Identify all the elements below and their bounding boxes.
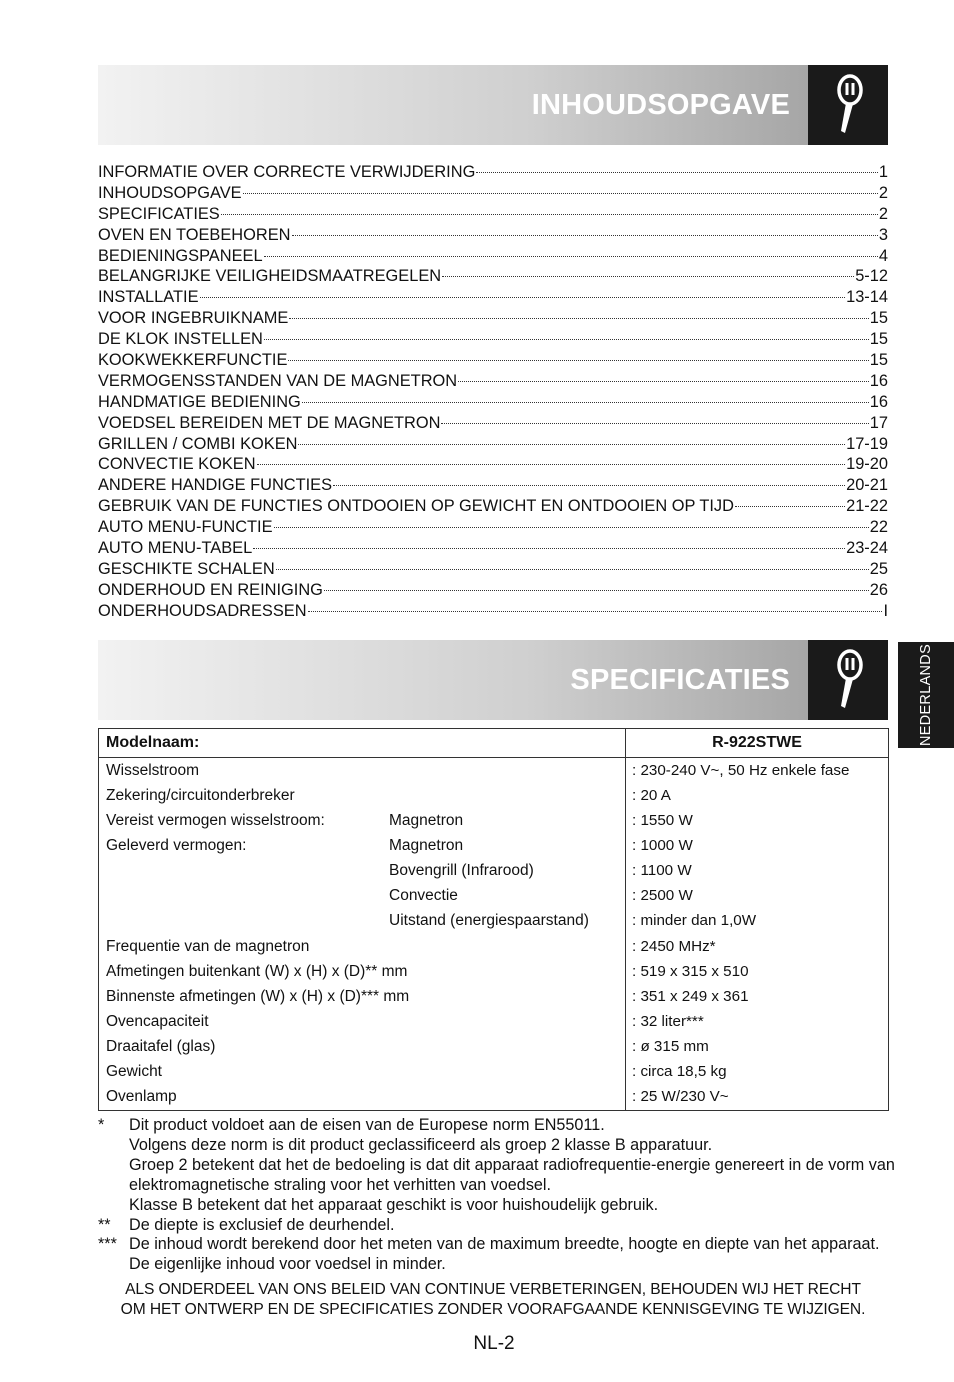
- toc-leader-dots: [200, 296, 846, 298]
- spec-sublabel: Bovengrill (Infrarood): [389, 862, 534, 880]
- spec-label: Draaitafel (glas): [106, 1038, 216, 1056]
- spec-value: : 1100 W: [632, 862, 692, 880]
- toc-entry[interactable]: [98, 580, 888, 601]
- toc-leader-dots: [302, 401, 869, 403]
- spec-value: : circa 18,5 kg: [632, 1063, 727, 1081]
- toc-entry-title: HANDMATIGE BEDIENING: [98, 392, 301, 411]
- toc-leader-dots: [221, 213, 878, 215]
- footnote: [98, 1235, 898, 1275]
- spec-value-row: [626, 1059, 888, 1084]
- spec-value: : 20 A: [632, 787, 671, 805]
- footnote-line: De diepte is exclusief de deurhendel.: [129, 1215, 395, 1234]
- info-pencil-icon: [808, 640, 888, 720]
- spec-row: [99, 1009, 625, 1034]
- footnote-line: Klasse B betekent dat het apparaat geschikt is voor huishoudelijk gebruik.: [129, 1195, 659, 1214]
- toc-leader-dots: [243, 192, 878, 194]
- toc-entry[interactable]: [98, 517, 888, 538]
- toc-entry-title: BELANGRIJKE VEILIGHEIDSMAATREGELEN: [98, 267, 442, 286]
- toc-leader-dots: [476, 171, 878, 173]
- spec-value: : 519 x 315 x 510: [632, 963, 749, 981]
- spec-values-column: [626, 758, 888, 1110]
- toc-entry-page: I: [883, 601, 888, 620]
- spec-value-row: [626, 1084, 888, 1109]
- footnote: [98, 1216, 898, 1236]
- spec-value-row: [626, 808, 888, 833]
- toc-entry[interactable]: [98, 246, 888, 267]
- footnote-line: Volgens deze norm is dit product geclassificeerd als groep 2 klasse B apparatuur.: [129, 1135, 713, 1154]
- toc-entry-page: 19-20: [846, 455, 888, 474]
- toc-entry-page: 17: [869, 413, 888, 432]
- toc-entry-title: AUTO MENU-FUNCTIE: [98, 518, 273, 537]
- spec-labels-column: [99, 758, 626, 1110]
- spec-sublabel: Uitstand (energiespaarstand): [389, 912, 589, 930]
- toc-entry-title: ONDERHOUDSADRESSEN: [98, 601, 307, 620]
- disclaimer-line: ALS ONDERDEEL VAN ONS BELEID VAN CONTINUE VERBETERINGEN, BEHOUDEN WIJ HET RECHT: [125, 1281, 861, 1298]
- footnote: [98, 1116, 898, 1216]
- toc-entry-title: GESCHIKTE SCHALEN: [98, 559, 275, 578]
- toc-entry[interactable]: [98, 538, 888, 559]
- toc-entry-page: 23-24: [846, 539, 888, 558]
- spec-label: Afmetingen buitenkant (W) x (H) x (D)** mm: [106, 963, 408, 981]
- toc-entry-title: SPECIFICATIES: [98, 204, 220, 223]
- spec-value: : ø 315 mm: [632, 1038, 709, 1056]
- toc-entry[interactable]: [98, 329, 888, 350]
- toc-entry[interactable]: [98, 496, 888, 517]
- spec-table: [98, 728, 889, 1111]
- toc-list: [98, 162, 888, 622]
- toc-entry-page: 17-19: [846, 434, 888, 453]
- page-number: NL-2: [473, 1333, 515, 1354]
- toc-leader-dots: [253, 547, 845, 549]
- toc-leader-dots: [308, 610, 883, 612]
- toc-entry[interactable]: [98, 392, 888, 413]
- specs-heading: SPECIFICATIES: [570, 664, 790, 696]
- spec-value-row: [626, 783, 888, 808]
- toc-entry-page: 26: [869, 580, 888, 599]
- spec-value: : 25 W/230 V~: [632, 1088, 729, 1106]
- toc-leader-dots: [288, 359, 868, 361]
- toc-entry-title: INSTALLATIE: [98, 288, 199, 307]
- toc-leader-dots: [735, 505, 845, 507]
- toc-entry-page: 16: [869, 392, 888, 411]
- footnote-mark: *: [98, 1116, 105, 1134]
- toc-entry-page: 22: [869, 518, 888, 537]
- spec-row: [99, 783, 625, 808]
- toc-leader-dots: [298, 443, 845, 445]
- footnotes: [98, 1116, 898, 1275]
- toc-leader-dots: [276, 568, 869, 570]
- spec-row: [99, 1059, 625, 1084]
- toc-entry[interactable]: [98, 183, 888, 204]
- toc-entry-page: 4: [878, 246, 888, 265]
- spec-value-row: [626, 908, 888, 933]
- spec-value: : 2500 W: [632, 887, 693, 905]
- spec-row: [99, 758, 625, 783]
- toc-entry-title: AUTO MENU-TABEL: [98, 539, 253, 558]
- toc-entry-page: 20-21: [846, 476, 888, 495]
- toc-entry-page: 2: [878, 204, 888, 223]
- spec-table-header: [99, 729, 888, 758]
- toc-entry-title: VOOR INGEBRUIKNAME: [98, 309, 289, 328]
- toc-leader-dots: [333, 484, 845, 486]
- toc-entry-title: CONVECTIE KOKEN: [98, 455, 256, 474]
- toc-heading: INHOUDSOPGAVE: [531, 89, 790, 121]
- spec-label: Wisselstroom: [106, 762, 200, 779]
- toc-entry-title: ONDERHOUD EN REINIGING: [98, 580, 323, 599]
- toc-leader-dots: [442, 275, 854, 277]
- toc-leader-dots: [264, 338, 869, 340]
- toc-leader-dots: [274, 526, 869, 528]
- toc-leader-dots: [289, 317, 868, 319]
- spec-sublabel: Convectie: [389, 887, 458, 905]
- toc-entry-page: 1: [878, 163, 888, 181]
- spec-value: : 351 x 249 x 361: [632, 988, 749, 1006]
- spec-value-row: [626, 984, 888, 1009]
- toc-leader-dots: [292, 234, 878, 236]
- toc-entry-page: 3: [878, 225, 888, 244]
- toc-entry-page: 15: [869, 309, 888, 328]
- toc-entry[interactable]: [98, 204, 888, 225]
- spec-label: Vereist vermogen wisselstroom:: [106, 812, 325, 830]
- spec-value: : 2450 MHz*: [632, 937, 716, 955]
- toc-entry-page: 15: [869, 351, 888, 370]
- toc-entry[interactable]: [98, 413, 888, 434]
- toc-leader-dots: [324, 589, 869, 591]
- spec-sublabel: Magnetron: [389, 812, 464, 830]
- spec-value: : 1000 W: [632, 837, 693, 855]
- toc-leader-dots: [441, 422, 868, 424]
- toc-entry[interactable]: [98, 162, 888, 183]
- spec-label: Zekering/circuitonderbreker: [106, 787, 295, 805]
- spec-sublabel: Magnetron: [389, 837, 464, 855]
- toc-entry-title: KOOKWEKKERFUNCTIE: [98, 351, 288, 370]
- language-tab: [898, 642, 954, 748]
- spec-row: [99, 858, 625, 883]
- footnote-mark: **: [98, 1215, 111, 1234]
- disclaimer: [98, 1280, 888, 1320]
- toc-entry-title: INHOUDSOPGAVE: [98, 183, 242, 202]
- toc-entry-page: 21-22: [846, 497, 888, 516]
- toc-entry[interactable]: [98, 225, 888, 246]
- spec-value: : minder dan 1,0W: [632, 912, 757, 930]
- toc-entry[interactable]: [98, 350, 888, 371]
- spec-value-row: [626, 934, 888, 960]
- toc-entry-title: GRILLEN / COMBI KOKEN: [98, 434, 298, 453]
- toc-entry[interactable]: [98, 287, 888, 308]
- footnote-line: Groep 2 betekent dat het de bedoeling is dat dit apparaat radiofrequentie-energie genereert in de vorm van elektromagnetische straling voor het verhitten van voedsel.: [129, 1155, 895, 1194]
- toc-entry[interactable]: [98, 266, 888, 287]
- spec-row: [99, 833, 625, 858]
- toc-entry-page: 13-14: [846, 288, 888, 307]
- toc-entry[interactable]: [98, 601, 888, 622]
- toc-entry-page: 15: [869, 330, 888, 349]
- spec-row: [99, 1084, 625, 1109]
- spec-label: Frequentie van de magnetron: [106, 937, 310, 955]
- spec-label: Geleverd vermogen:: [106, 837, 247, 855]
- spec-value-row: [626, 1009, 888, 1034]
- toc-entry-page: 16: [869, 371, 888, 390]
- spec-row: [99, 808, 625, 833]
- toc-entry-title: VERMOGENSSTANDEN VAN DE MAGNETRON: [98, 371, 458, 390]
- model-name-label: Modelnaam:: [99, 729, 626, 757]
- toc-leader-dots: [458, 380, 869, 382]
- toc-entry[interactable]: [98, 559, 888, 580]
- spec-row: [99, 984, 625, 1009]
- toc-entry-page: 25: [869, 559, 888, 578]
- disclaimer-line: OM HET ONTWERP EN DE SPECIFICATIES ZONDER VOORAFGAANDE KENNISGEVING TE WIJZIGEN.: [120, 1301, 866, 1318]
- toc-entry-title: BEDIENINGSPANEEL: [98, 246, 263, 265]
- spec-row: [99, 908, 625, 933]
- toc-entry-page: 2: [878, 183, 888, 202]
- spec-value-row: [626, 858, 888, 883]
- footnote-line: De inhoud wordt berekend door het meten van de maximum breedte, hoogte en diepte van het apparaat. De eigenlijke inhoud voor voedsel in minder.: [129, 1235, 880, 1274]
- spec-value-row: [626, 833, 888, 858]
- toc-entry-page: 5-12: [855, 267, 888, 286]
- footnote-line: Dit product voldoet aan de eisen van de Europese norm EN55011.: [129, 1116, 605, 1134]
- spec-row: [99, 1034, 625, 1059]
- spec-value: : 1550 W: [632, 812, 693, 830]
- spec-value: : 230-240 V~, 50 Hz enkele fase: [632, 762, 850, 779]
- toc-entry[interactable]: [98, 434, 888, 455]
- footnote-mark: ***: [98, 1235, 117, 1254]
- toc-leader-dots: [257, 463, 846, 465]
- spec-value-row: [626, 758, 888, 783]
- model-name-value: R-922STWE: [712, 734, 802, 751]
- spec-value: : 32 liter***: [632, 1013, 704, 1031]
- spec-value-row: [626, 1034, 888, 1059]
- spec-label: Ovenlamp: [106, 1088, 177, 1106]
- toc-entry[interactable]: [98, 454, 888, 475]
- toc-entry[interactable]: [98, 308, 888, 329]
- spec-value-row: [626, 959, 888, 984]
- toc-leader-dots: [264, 255, 878, 257]
- toc-entry-title: INFORMATIE OVER CORRECTE VERWIJDERING: [98, 163, 476, 181]
- spec-label: Ovencapaciteit: [106, 1013, 209, 1031]
- toc-entry[interactable]: [98, 475, 888, 496]
- info-pencil-icon: [808, 65, 888, 145]
- toc-entry-title: VOEDSEL BEREIDEN MET DE MAGNETRON: [98, 413, 441, 432]
- toc-banner: [98, 65, 888, 145]
- toc-entry-title: OVEN EN TOEBEHOREN: [98, 225, 291, 244]
- spec-row: [99, 883, 625, 908]
- toc-entry[interactable]: [98, 371, 888, 392]
- spec-row: [99, 959, 625, 984]
- spec-row: [99, 934, 625, 960]
- spec-value-row: [626, 883, 888, 908]
- toc-entry-title: GEBRUIK VAN DE FUNCTIES ONTDOOIEN OP GEWICHT EN ONTDOOIEN OP TIJD: [98, 497, 734, 516]
- toc-entry-title: DE KLOK INSTELLEN: [98, 330, 263, 349]
- language-tab-label: NEDERLANDS: [918, 643, 934, 747]
- toc-entry-title: ANDERE HANDIGE FUNCTIES: [98, 476, 333, 495]
- spec-label: Gewicht: [106, 1063, 162, 1081]
- specs-banner: [98, 640, 888, 720]
- spec-label: Binnenste afmetingen (W) x (H) x (D)*** mm: [106, 988, 410, 1006]
